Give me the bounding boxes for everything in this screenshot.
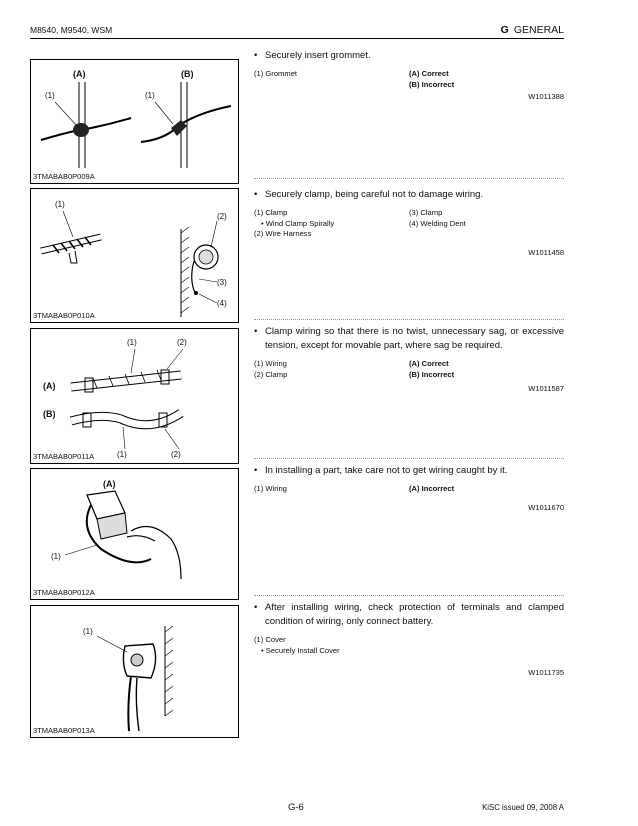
figure-code: 3TMABAB0P010A xyxy=(33,311,95,320)
legend-col-2: (A) Correct (B) Incorrect xyxy=(409,359,455,379)
figure-caught xyxy=(30,468,239,600)
label-1: (1) xyxy=(83,627,93,636)
header-rule xyxy=(30,38,564,39)
figure-code: 3TMABAB0P011A xyxy=(33,452,95,461)
terminal xyxy=(131,654,143,666)
ref-code: W1011670 xyxy=(528,502,564,512)
label-2: (2) xyxy=(217,212,227,221)
label-3: (3) xyxy=(217,278,227,287)
header-section xyxy=(501,24,564,36)
figure-code: 3TMABAB0P012A xyxy=(33,588,95,597)
section-sag xyxy=(254,325,564,393)
grommet xyxy=(73,123,89,137)
section-grommet xyxy=(254,49,564,101)
hand xyxy=(131,527,181,580)
label-1-top: (1) xyxy=(127,338,137,347)
clamp-foot xyxy=(69,251,77,263)
label-b: (B) xyxy=(181,69,194,79)
ref-code: W1011735 xyxy=(528,668,564,677)
welding-dent xyxy=(194,291,198,295)
instruction: • After installing wiring, check protection of terminals and clamped condition of wiring, only connect battery. xyxy=(254,601,564,629)
wiring xyxy=(128,676,131,731)
section-caught xyxy=(254,464,564,512)
leader-line xyxy=(55,102,77,126)
figure-clamp xyxy=(30,188,239,323)
legend-col-2 xyxy=(409,635,564,656)
instruction: • In installing a part, take care not to get wiring caught by it. xyxy=(254,464,564,478)
label-1: (1) xyxy=(51,552,61,561)
clamp-tab xyxy=(192,261,195,293)
legend-col-2: (3) Clamp (4) Welding Dent xyxy=(409,208,466,228)
label-2-bottom: (2) xyxy=(171,450,181,459)
ref-code: W1011458 xyxy=(528,247,564,257)
legend xyxy=(254,359,564,380)
section-name: GENERAL xyxy=(513,24,564,36)
label-1b: (1) xyxy=(145,91,155,100)
wire xyxy=(141,106,231,142)
legend-col-1: (1) Clamp • Wind Clamp Spirally (2) Wire Harness xyxy=(254,208,335,238)
figure-sag xyxy=(30,328,239,464)
cover-illustration xyxy=(31,606,238,737)
legend-col-1: (1) Wiring xyxy=(254,484,287,493)
page-number: G-6 xyxy=(288,802,304,813)
figure-grommet xyxy=(30,59,239,184)
ref-code: W1011388 xyxy=(528,92,564,101)
label-1: (1) xyxy=(55,200,65,209)
grommet-illustration xyxy=(31,60,238,183)
label-1a: (1) xyxy=(45,91,55,100)
section-clamp xyxy=(254,188,564,257)
legend xyxy=(254,208,564,240)
legend-col-1: (1) Grommet xyxy=(254,69,298,78)
legend xyxy=(254,635,564,656)
label-a: (A) xyxy=(43,381,56,391)
caught-illustration xyxy=(31,469,238,599)
header-model: M8540, M9540, WSM xyxy=(30,25,113,35)
leader-line xyxy=(63,211,73,237)
figure-code: 3TMABAB0P013A xyxy=(33,726,95,735)
label-4: (4) xyxy=(217,299,227,308)
label-a: (A) xyxy=(103,479,116,489)
clamp-illustration xyxy=(31,189,238,322)
section-cover xyxy=(254,601,564,677)
legend-col-1: (1) Wiring (2) Clamp xyxy=(254,359,288,379)
legend xyxy=(254,69,564,90)
legend xyxy=(254,484,564,495)
ref-code: W1011587 xyxy=(528,384,564,393)
instruction: • Securely clamp, being careful not to damage wiring. xyxy=(254,188,564,202)
instruction: • Clamp wiring so that there is no twist, unnecessary sag, or excessive tension, except for movable part, where sag be required. xyxy=(254,325,564,353)
issue-note: KiSC issued 09, 2008 A xyxy=(482,803,564,812)
label-2-top: (2) xyxy=(177,338,187,347)
sag-illustration xyxy=(31,329,238,463)
figure-code: 3TMABAB0P009A xyxy=(33,172,95,181)
leader-line xyxy=(155,102,173,124)
legend-col-1: (1) Cover • Securely Install Cover xyxy=(254,635,340,655)
section-letter: G xyxy=(500,24,509,36)
label-a: (A) xyxy=(73,69,86,79)
harness-section xyxy=(199,250,213,264)
label-1-bottom: (1) xyxy=(117,450,127,459)
figure-cover xyxy=(30,605,239,738)
legend-col-2: (A) Incorrect xyxy=(409,484,455,493)
legend-col-2: (A) Correct (B) Incorrect xyxy=(409,69,455,89)
label-b: (B) xyxy=(43,409,56,419)
instruction: • Securely insert grommet. xyxy=(254,49,564,63)
